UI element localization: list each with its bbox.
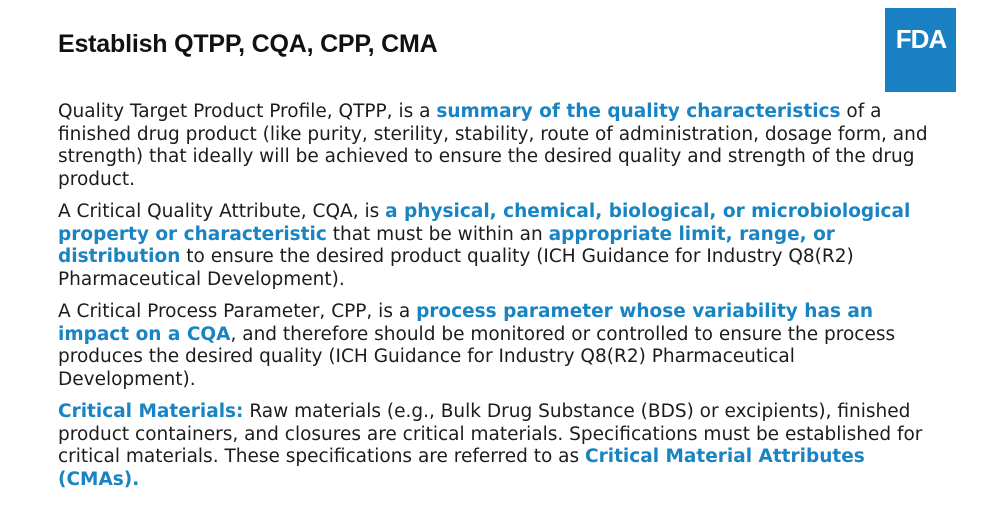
paragraph-qtpp xyxy=(58,101,938,191)
body-text: A Critical Quality Attribute, CQA, is xyxy=(58,201,386,222)
body-text: Quality Target Product Profile, QTPP, is a xyxy=(58,101,437,122)
highlighted-term: process parameter whose variability has an impact on a CQA xyxy=(58,301,874,345)
body-text: A Critical Process Parameter, CPP, is a xyxy=(58,301,417,322)
body-text: that must be within an xyxy=(326,223,549,245)
highlighted-term: appropriate limit, range, or distribution xyxy=(58,223,835,267)
body-text: , and therefore should be monitored or controlled to ensure the process produces the desired quality (ICH Guidance for Industry Q8(R2) Pharmaceutical Development). xyxy=(58,323,896,390)
body-text: to ensure the desired product quality (ICH Guidance for Industry Q8(R2) Pharmaceutical Development). xyxy=(58,246,854,290)
fda-logo xyxy=(885,8,956,92)
fda-logo-text: FDA xyxy=(895,24,946,54)
paragraph-cma xyxy=(58,401,938,491)
fda-logo-icon xyxy=(892,24,950,54)
highlighted-term: Critical Materials: xyxy=(58,401,244,422)
body-text: of a finished drug product (like purity, sterility, stability, route of administration, dosage form, and strength) that ideally will be achieved to ensure the desired quality and strength of the drug product. xyxy=(58,101,928,190)
highlighted-term: Critical Material Attributes (CMAs). xyxy=(58,446,865,490)
highlighted-term: a physical, chemical, biological, or microbiological property or characteristic xyxy=(58,201,911,245)
definitions-body xyxy=(58,101,938,501)
paragraph-cqa xyxy=(58,201,938,291)
body-text: Raw materials (e.g., Bulk Drug Substance (BDS) or excipients), finished product containers, and closures are critical materials. Specifications must be established for critical materials. These specifications are referred to as xyxy=(58,401,923,467)
paragraph-cpp xyxy=(58,301,938,391)
highlighted-term: summary of the quality characteristics xyxy=(436,101,841,122)
page-title: Establish QTPP, CQA, CPP, CMA xyxy=(58,30,438,58)
